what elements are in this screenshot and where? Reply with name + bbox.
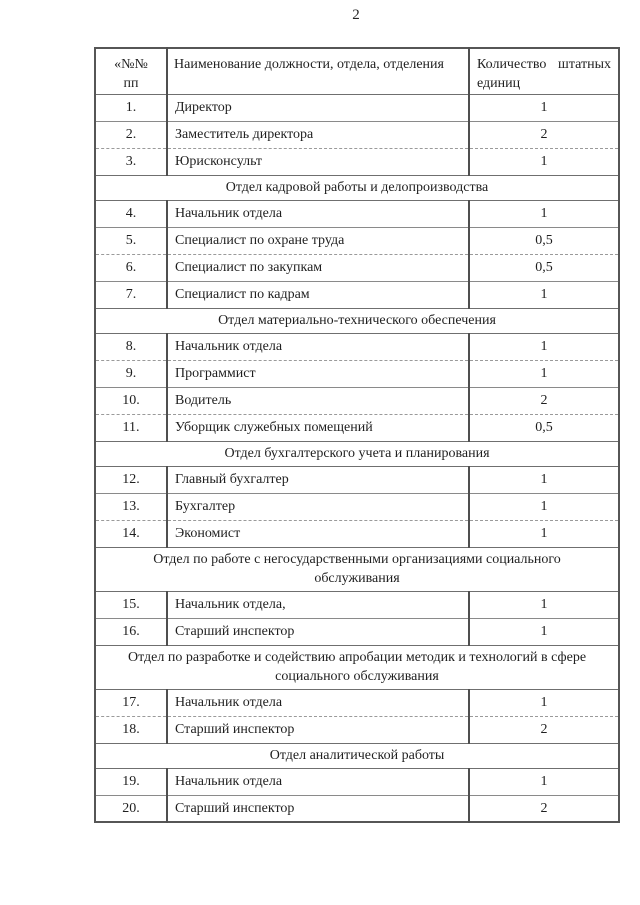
row-number-cell: 1.: [95, 94, 167, 121]
position-name-cell: Директор: [167, 94, 469, 121]
table-row: [95, 94, 619, 121]
table-row: [95, 227, 619, 254]
staff-count-cell: 1: [469, 148, 619, 175]
position-name-cell: Начальник отдела: [167, 333, 469, 360]
row-number-cell: 8.: [95, 333, 167, 360]
section-row: [95, 547, 619, 591]
staff-count-cell: 0,5: [469, 227, 619, 254]
row-number-cell: 7.: [95, 281, 167, 308]
staff-count-cell: 1: [469, 768, 619, 795]
table-row: [95, 414, 619, 441]
staff-count-cell: 1: [469, 200, 619, 227]
staff-count-cell: 0,5: [469, 414, 619, 441]
header-count-column: Количество штатных единиц: [469, 48, 619, 94]
position-name-cell: Бухгалтер: [167, 493, 469, 520]
table-row: [95, 689, 619, 716]
row-number-cell: 17.: [95, 689, 167, 716]
row-number-cell: 4.: [95, 200, 167, 227]
section-row: [95, 743, 619, 768]
staff-count-cell: 1: [469, 466, 619, 493]
page-number: 2: [352, 7, 360, 23]
position-name-cell: Старший инспектор: [167, 716, 469, 743]
staff-count-cell: 1: [469, 689, 619, 716]
position-name-cell: Специалист по закупкам: [167, 254, 469, 281]
position-name-cell: Водитель: [167, 387, 469, 414]
row-number-cell: 13.: [95, 493, 167, 520]
staff-count-cell: 2: [469, 121, 619, 148]
row-number-cell: 9.: [95, 360, 167, 387]
staff-count-cell: 1: [469, 360, 619, 387]
table-row: [95, 520, 619, 547]
section-row: [95, 308, 619, 333]
section-label: Отдел бухгалтерского учета и планирования: [95, 441, 619, 466]
row-number-cell: 6.: [95, 254, 167, 281]
table-row: [95, 716, 619, 743]
table-header-row: [95, 48, 619, 94]
table-row: [95, 148, 619, 175]
staff-count-cell: 1: [469, 493, 619, 520]
table-row: [95, 360, 619, 387]
staff-count-cell: 1: [469, 591, 619, 618]
position-name-cell: Главный бухгалтер: [167, 466, 469, 493]
position-name-cell: Специалист по кадрам: [167, 281, 469, 308]
position-name-cell: Начальник отдела: [167, 200, 469, 227]
row-number-cell: 19.: [95, 768, 167, 795]
header-number-line2: пп: [123, 76, 139, 91]
table-row: [95, 200, 619, 227]
row-number-cell: 5.: [95, 227, 167, 254]
section-label: Отдел материально-технического обеспечения: [95, 308, 619, 333]
row-number-cell: 16.: [95, 618, 167, 645]
staff-count-cell: 1: [469, 94, 619, 121]
staff-count-cell: 2: [469, 716, 619, 743]
staff-count-cell: 1: [469, 618, 619, 645]
header-number-column: [95, 48, 167, 94]
row-number-cell: 15.: [95, 591, 167, 618]
table-row: [95, 493, 619, 520]
position-name-cell: Старший инспектор: [167, 795, 469, 822]
staff-count-cell: 1: [469, 281, 619, 308]
table-row: [95, 591, 619, 618]
row-number-cell: 20.: [95, 795, 167, 822]
table-row: [95, 466, 619, 493]
header-number-line1: «№№: [114, 57, 148, 72]
staff-count-cell: 1: [469, 333, 619, 360]
table-row: [95, 768, 619, 795]
table-row: [95, 795, 619, 822]
section-row: [95, 645, 619, 689]
position-name-cell: Уборщик служебных помещений: [167, 414, 469, 441]
row-number-cell: 10.: [95, 387, 167, 414]
position-name-cell: Программист: [167, 360, 469, 387]
position-name-cell: Начальник отдела,: [167, 591, 469, 618]
row-number-cell: 14.: [95, 520, 167, 547]
section-label: Отдел по работе с негосударственными организациями социального обслуживания: [95, 547, 619, 591]
table-row: [95, 121, 619, 148]
section-label: Отдел аналитической работы: [95, 743, 619, 768]
position-name-cell: Начальник отдела: [167, 768, 469, 795]
staff-count-cell: 2: [469, 795, 619, 822]
position-name-cell: Юрисконсульт: [167, 148, 469, 175]
table-row: [95, 618, 619, 645]
row-number-cell: 12.: [95, 466, 167, 493]
section-label: Отдел по разработке и содействию апробации методик и технологий в сфере социального обслуживания: [95, 645, 619, 689]
row-number-cell: 2.: [95, 121, 167, 148]
position-name-cell: Заместитель директора: [167, 121, 469, 148]
section-row: [95, 441, 619, 466]
section-row: [95, 175, 619, 200]
position-name-cell: Экономист: [167, 520, 469, 547]
staffing-table: [94, 47, 620, 823]
header-position-column: Наименование должности, отдела, отделения: [167, 48, 469, 94]
row-number-cell: 11.: [95, 414, 167, 441]
staff-count-cell: 2: [469, 387, 619, 414]
table-row: [95, 387, 619, 414]
table-row: [95, 281, 619, 308]
row-number-cell: 18.: [95, 716, 167, 743]
staff-count-cell: 1: [469, 520, 619, 547]
position-name-cell: Специалист по охране труда: [167, 227, 469, 254]
position-name-cell: Старший инспектор: [167, 618, 469, 645]
table-row: [95, 333, 619, 360]
staff-count-cell: 0,5: [469, 254, 619, 281]
section-label: Отдел кадровой работы и делопроизводства: [95, 175, 619, 200]
position-name-cell: Начальник отдела: [167, 689, 469, 716]
staff-table-body: [95, 94, 619, 822]
row-number-cell: 3.: [95, 148, 167, 175]
table-row: [95, 254, 619, 281]
